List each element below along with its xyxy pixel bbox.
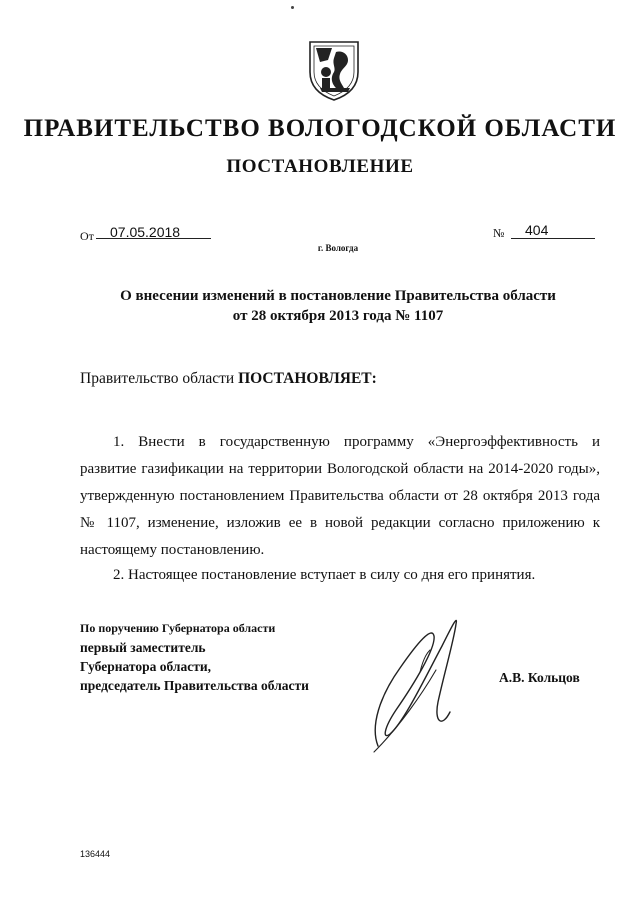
paragraph-1-line: 1. Внести в государственную программу «Энергоэффективность и [113,434,600,450]
paragraph-2-line: 2. Настоящее постановление вступает в силу со дня его принятия. [113,567,536,583]
paragraph-2 [80,562,600,589]
signatory-line: Губернатора области, [80,659,211,674]
handwritten-signature [360,606,500,754]
subject-line-1: О внесении изменений в постановление Правительства области [120,288,556,304]
scan-dot [291,6,294,9]
signatory-line: первый заместитель [80,640,206,655]
document-number: 404 [525,222,549,238]
signer-name: А.В. Кольцов [499,670,580,685]
number-underline [511,238,595,239]
preamble [80,370,377,388]
signatory-block [80,619,309,695]
preamble-text: Правительство области [80,370,235,387]
paragraph-1-line: настоящему постановлению. [80,542,265,558]
paragraph-1-line: утвержденную постановлением Правительства области от 28 октября 2013 года [80,488,600,504]
document-type: ПОСТАНОВЛЕНИЕ [226,156,414,177]
subject-line-2: от 28 октября 2013 года № 1107 [232,308,444,324]
preamble-emphasis: ПОСТАНОВЛЯЕТ: [238,370,377,387]
signatory-line: председатель Правительства области [80,678,309,693]
government-title: ПРАВИТЕЛЬСТВО ВОЛОГОДСКОЙ ОБЛАСТИ [23,115,617,142]
city: г. Вологда [317,243,359,253]
paragraph-1-line: № 1107, изменение, изложив ее в новой редакции согласно приложению к [80,515,600,531]
number-label: № [493,226,505,240]
document-date: 07.05.2018 [110,224,181,240]
date-label: От [80,229,94,243]
paragraph-1-line: развитие газификации на территории Вологодской области на 2014-2020 годы», [80,461,600,477]
signatory-line: По поручению Губернатора области [80,621,276,635]
registry-number: 136444 [80,849,111,859]
coat-of-arms-icon [306,38,362,102]
document-subject [0,286,640,326]
paragraph-1 [80,429,600,564]
